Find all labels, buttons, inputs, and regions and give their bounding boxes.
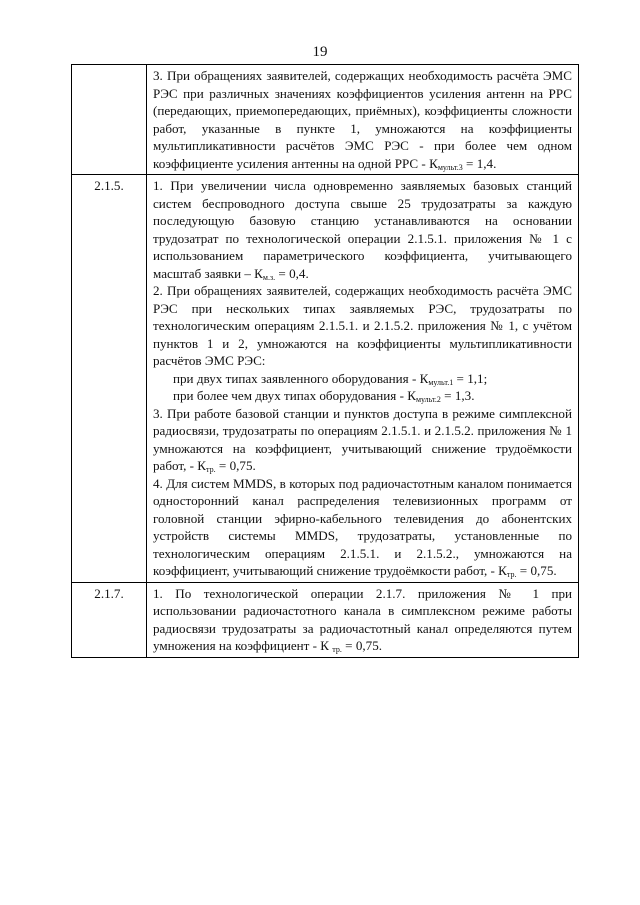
paragraph	[153, 282, 572, 370]
paragraph-text: 3. При работе базовой станции и пунктов доступа в режиме симплексной радиосвязи, трудозатраты по операциям 2.1.5.1. и 2.1.5.2. приложения № 1 умножаются на коэффициент, учитывающий снижение трудоёмкости работ, - К	[153, 405, 572, 473]
coefficient-subscript: мульт.2	[415, 395, 441, 404]
coefficient-value: = 0,75.	[215, 458, 256, 473]
paragraph	[153, 475, 572, 580]
row-number: 2.1.7.	[72, 582, 147, 657]
page-number: 19	[312, 44, 328, 60]
table-row	[72, 175, 579, 583]
paragraph-text: 3. При обращениях заявителей, содержащих необходимость расчёта ЭМС РЭС при различных значениях коэффициентов усиления антенн на РРС (передающих, приемопередающих, приёмных), коэффициенты сложности работ, указанные в пункте 1, умножаются на коэффициенты мультипликативности расчётов ЭМС РЭС - при более чем одном коэффициенте усиления антенны на одной РРС - К	[153, 68, 572, 171]
row-content	[147, 175, 579, 583]
row-number	[72, 65, 147, 175]
paragraph-text: 1. При увеличении числа одновременно заявляемых базовых станций систем беспроводного доступа свыше 25 трудозатраты за каждую последующую базовую станцию устанавливаются на основании трудозатрат по технологической операции 2.1.5.1. приложения № 1 с использованием параметрического коэффициента, учитывающего масштаб заявки – К	[153, 178, 572, 281]
coefficient-subscript: мульт.1	[428, 377, 454, 387]
paragraph-text: при двух типах заявленного оборудования - К	[173, 370, 429, 386]
paragraph	[153, 387, 572, 405]
coefficient-subscript: тр.	[206, 465, 216, 474]
row-content	[147, 582, 579, 657]
paragraph-text: 2. При обращениях заявителей, содержащих необходимость расчёта ЭМС РЭС при нескольких типах заявляемых РЭС, трудозатраты по технологическим операциям 2.1.5.1. и 2.1.5.2. приложения № 1, с учётом пунктов 1 и 2, умножаются на коэффициенты мультипликативности расчётов ЭМС РЭС:	[153, 283, 572, 368]
table-row	[72, 582, 579, 657]
paragraph	[153, 67, 572, 172]
paragraph	[153, 177, 572, 282]
paragraph	[153, 370, 572, 388]
paragraph	[153, 405, 572, 475]
row-content	[147, 65, 579, 175]
coefficient-value: = 0,4.	[275, 265, 309, 281]
paragraph-text: 4. Для систем MMDS, в которых под радиочастотным каналом понимается односторонний канал распределения телевизионных программ от головной станции эфирно-кабельного телевидения до абонентских устройств системы MMDS, трудозатраты, установленные по технологическим операциям 2.1.5.1. и 2.1.5.2., умножаются на коэффициент, учитывающий снижение трудоёмкости работ, - К	[153, 475, 572, 578]
paragraph-text: 1. По технологической операции 2.1.7. приложения № 1 при использовании радиочастотного канала в симплексном режиме работы радиосвязи трудозатраты за радиочастотный канал определяются путем умножения на коэффициент - К	[153, 585, 572, 653]
coefficient-value: = 1,4.	[462, 155, 497, 171]
coefficient-value: = 0,75.	[516, 563, 557, 578]
coefficient-subscript: мульт.3	[437, 162, 463, 172]
coefficient-value: = 0,75.	[341, 638, 383, 653]
paragraph	[153, 585, 572, 655]
coefficients-table	[71, 64, 579, 658]
coefficient-subscript: м.з.	[262, 272, 276, 282]
coefficient-subscript: тр.	[332, 645, 342, 654]
coefficient-value: = 1,1;	[453, 370, 488, 386]
table-row	[72, 65, 579, 175]
coefficient-subscript: тр.	[506, 570, 517, 579]
row-number: 2.1.5.	[72, 175, 147, 583]
coefficient-value: = 1,3.	[440, 388, 475, 403]
paragraph-text: при более чем двух типах оборудования - К	[173, 388, 416, 403]
